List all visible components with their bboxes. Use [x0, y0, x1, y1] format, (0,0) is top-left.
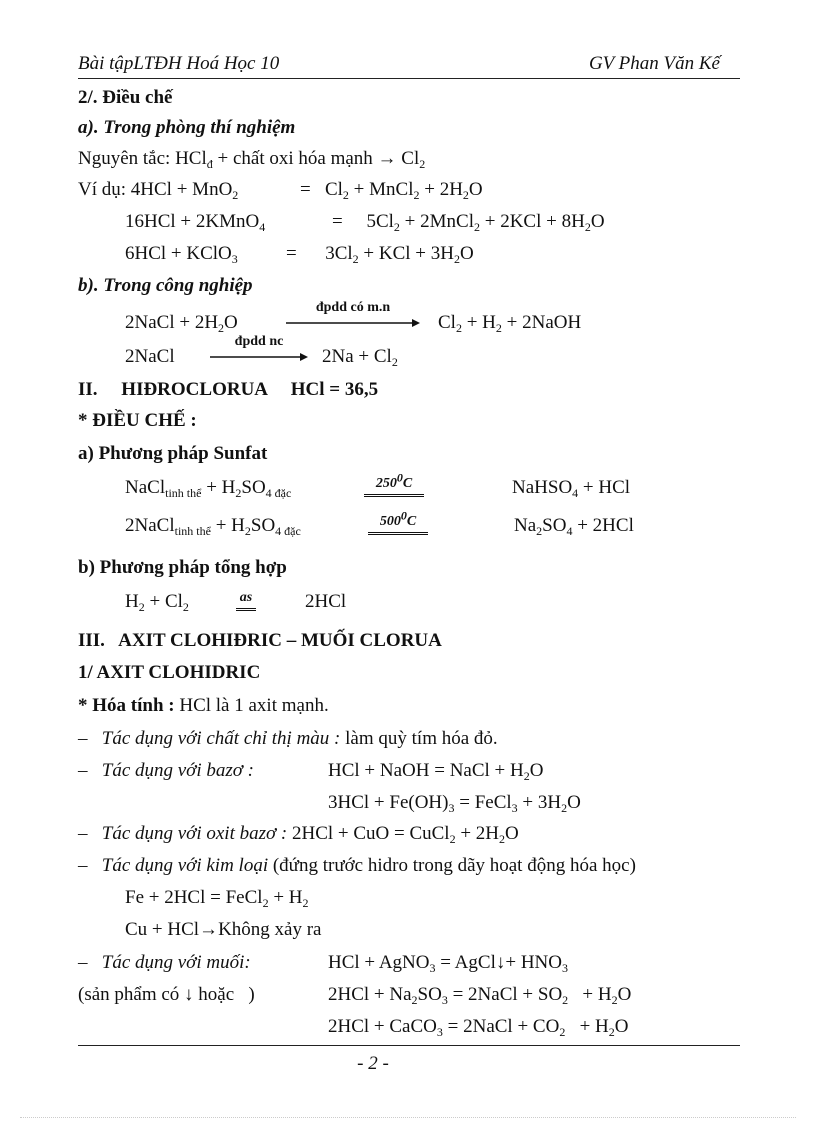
principle-label: Nguyên tắc:	[78, 148, 176, 169]
header-left: Bài tậpLTĐH Hoá Học 10	[78, 53, 280, 74]
industry-equation-1-rhs: $Cl_2 + H_2$ + 2NaOH	[438, 312, 582, 335]
temperature-condition-1: $250^0C$	[364, 476, 424, 497]
lab-equation-1-rhs: = $Cl_2$ + MnCl$_2$ + $2H_2O$	[300, 179, 483, 202]
light-condition: as	[236, 590, 256, 611]
lab-equation-3: 6HCl + KClO$_3$	[125, 243, 238, 266]
industry-equation-2: 2NaCl	[125, 346, 175, 367]
chem-text: HCl là 1 axit mạnh.	[179, 695, 329, 716]
metal-label: Tác dụng với kim loại	[101, 855, 273, 876]
page-header	[78, 50, 740, 79]
indicator-text: làm quỳ tím hóa đỏ.	[345, 728, 498, 749]
electrolysis-condition-1: đpdd có m.n	[315, 300, 391, 315]
temperature-condition-2: $500^0C$	[368, 514, 428, 535]
synthesis-method-title: b) Phương pháp tổng hợp	[78, 557, 287, 578]
indicator-label: Tác dụng với chất chỉ thị màu :	[101, 728, 346, 749]
footer-rule	[78, 1045, 740, 1046]
oxide-line: – Tác dụng với oxit bazơ : 2HCl + CuO = CuCl$_2$ + $2H_2O$	[78, 823, 519, 846]
product-note: (sản phẩm có ↓ hoặc )	[78, 984, 255, 1005]
principle-text: + chất oxi hóa mạnh → Cl	[217, 148, 420, 169]
preparation-heading: * ĐIỀU CHẾ :	[78, 410, 197, 431]
electrolysis-condition-2: đpdd nc	[234, 334, 284, 349]
principle-line: Nguyên tắc: HCl$_đ$ + chất oxi hóa mạnh → $Cl_2$	[78, 148, 426, 171]
salt-equation-2: $2HCl + Na_2SO_3$ = 2NaCl + $SO_2 + H_2O$	[328, 984, 632, 1007]
base-line: – Tác dụng với bazơ :	[78, 760, 254, 781]
sulfate-method-title: a) Phương pháp Sunfat	[78, 443, 268, 464]
salt-line: – Tác dụng với muối:	[78, 952, 251, 973]
base-label: Tác dụng với bazơ :	[101, 760, 254, 781]
subsection-industry: b). Trong công nghiệp	[78, 275, 253, 296]
sulfate-equation-2-rhs: $Na_2SO_4 + 2HCl$	[514, 515, 634, 538]
sulfate-equation-1: NaCl$_{tinh thể}$ + $H_2SO_{4 đặc}$	[125, 477, 292, 500]
oxide-label: Tác dụng với oxit bazơ :	[101, 823, 292, 844]
metal-line: – Tác dụng với kim loại (đứng trước hidro trong dãy hoạt động hóa học)	[78, 855, 636, 876]
salt-equation-1: HCl + AgNO$_3$ = AgCl↓+ $HNO_3$	[328, 952, 568, 975]
page-edge-divider	[20, 1117, 796, 1118]
metal-note: (đứng trước hidro trong dãy hoạt động hóa học)	[272, 855, 636, 876]
lab-equation-1: Ví dụ: 4HCl + MnO$_2$	[78, 179, 239, 202]
indicator-line: – Tác dụng với chất chỉ thị màu : làm quỳ tím hóa đỏ.	[78, 728, 498, 749]
base-equation-1: HCl + NaOH = NaCl + $H_2O$	[328, 760, 544, 783]
section-title-preparation: 2/. Điều chế	[78, 87, 173, 108]
electrolysis-arrow-2	[208, 334, 310, 362]
industry-equation-2-rhs: $2Na + Cl_2$	[322, 346, 398, 369]
subsection-lab: a). Trong phòng thí nghiệm	[78, 117, 296, 138]
section-title-hcl: II. HIĐROCLORUA HCl = 36,5	[78, 379, 379, 400]
sulfate-equation-2: 2NaCl$_{tinh thể}$ + $H_2SO_{4 đặc}$	[125, 515, 301, 538]
lab-equation-3-rhs: = $3Cl_2$ + KCl + $3H_2O$	[286, 243, 474, 266]
sulfate-equation-1-rhs: NaHSO$_4$ + HCl	[512, 477, 631, 500]
lab-equation-2-rhs: = $5Cl_2$ + 2MnCl$_2$ + $2KCl + 8H_2O$	[332, 211, 605, 234]
synthesis-equation: $H_2 + Cl_2$	[125, 591, 189, 614]
right-arrow-icon	[284, 318, 422, 328]
chemical-properties-line	[78, 694, 329, 718]
salt-equation-3: 2HCl + CaCO$_3$ = 2NaCl + $CO_2 + H_2O$	[328, 1016, 629, 1039]
page-number: - 2 -	[357, 1053, 389, 1074]
base-equation-2: $3HCl + Fe(OH)_3$ = FeCl$_3$ + $3H_2O$	[328, 792, 581, 815]
industry-equation-1: 2NaCl + $2H_2O$	[125, 312, 238, 335]
example-label: Ví dụ:	[78, 179, 131, 200]
synthesis-product: 2HCl	[305, 591, 347, 612]
metal-equation-2: Cu + HCl→Không xảy ra	[125, 919, 322, 940]
right-arrow-icon	[208, 352, 310, 362]
chem-label: * Hóa tính :	[78, 695, 180, 716]
lab-equation-2: 16HCl + 2KMnO$_4$	[125, 211, 266, 234]
metal-equation-1: Fe + 2HCl = FeCl$_2$ + $H_2$	[125, 887, 309, 910]
electrolysis-arrow-1	[284, 300, 422, 328]
header-right: GV Phan Văn Kế	[588, 53, 720, 74]
section-title-acid: III. AXIT CLOHIĐRIC – MUỐI CLORUA	[78, 630, 442, 651]
subsection-hydrochloric-acid: 1/ AXIT CLOHIDRIC	[78, 662, 261, 683]
no-reaction-text: Không xảy ra	[218, 919, 322, 940]
salt-label: Tác dụng với muối:	[101, 952, 251, 973]
